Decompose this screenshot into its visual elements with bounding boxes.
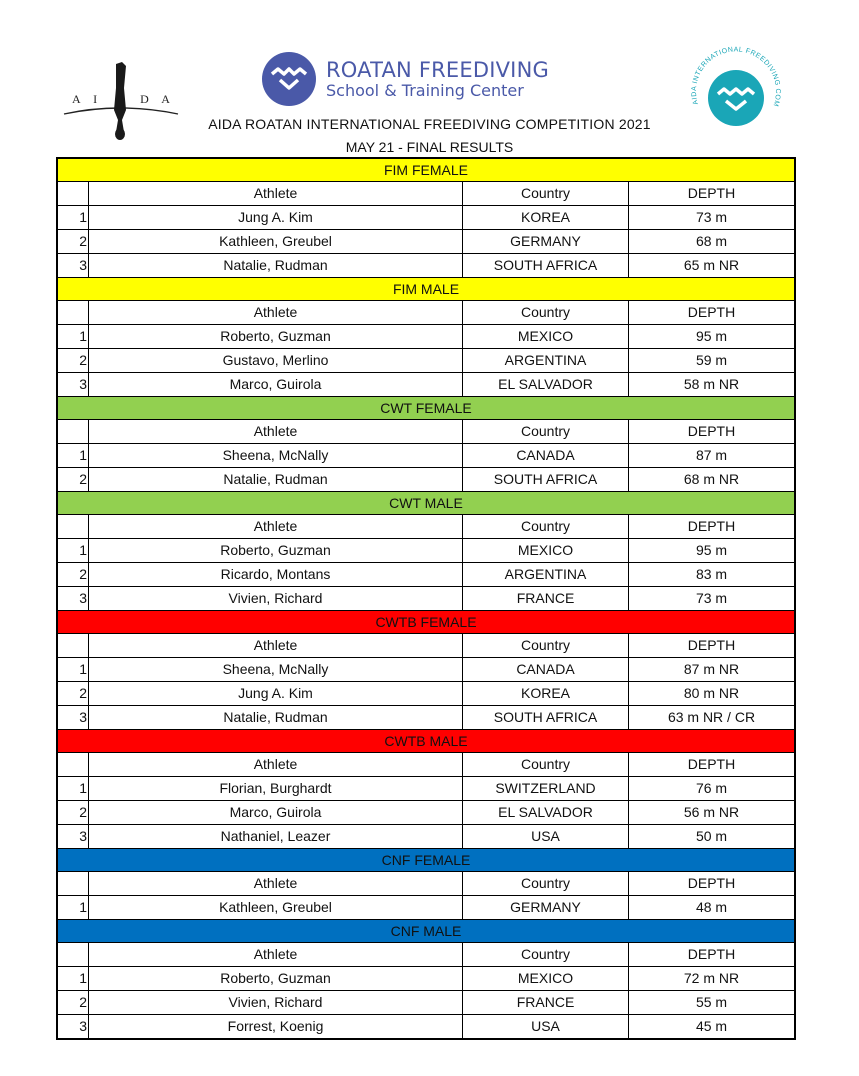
column-header-row <box>58 420 794 444</box>
depth-cell: 68 m NR <box>628 468 794 491</box>
athlete-cell: Kathleen, Greubel <box>88 896 462 919</box>
country-header: Country <box>462 515 628 538</box>
country-cell: FRANCE <box>462 991 628 1014</box>
discipline-section <box>58 920 794 1038</box>
seal-text: AIDA INTERNATIONAL FREEDIVING COM <box>690 46 782 108</box>
table-row <box>58 254 794 278</box>
table-row <box>58 325 794 349</box>
discipline-section <box>58 730 794 849</box>
discipline-section <box>58 159 794 278</box>
discipline-header: CWTB FEMALE <box>58 611 794 634</box>
depth-cell: 73 m <box>628 206 794 229</box>
athlete-cell: Sheena, McNally <box>88 658 462 681</box>
depth-header: DEPTH <box>628 301 794 324</box>
country-cell: USA <box>462 825 628 848</box>
athlete-cell: Sheena, McNally <box>88 444 462 467</box>
page-subtitle: MAY 21 - FINAL RESULTS <box>345 139 514 155</box>
rank-cell: 1 <box>79 328 87 344</box>
athlete-cell: Gustavo, Merlino <box>88 349 462 372</box>
depth-cell: 72 m NR <box>628 967 794 990</box>
rank-cell: 2 <box>79 352 87 368</box>
discipline-header: FIM FEMALE <box>58 159 794 182</box>
country-cell: GERMANY <box>462 230 628 253</box>
country-cell: FRANCE <box>462 587 628 610</box>
rank-cell: 2 <box>79 804 87 820</box>
athlete-cell: Roberto, Guzman <box>88 325 462 348</box>
rank-cell: 1 <box>79 661 87 677</box>
roatan-freediving-logo <box>262 52 549 106</box>
rank-cell: 1 <box>79 780 87 796</box>
rank-cell: 1 <box>79 542 87 558</box>
country-cell: MEXICO <box>462 539 628 562</box>
depth-cell: 83 m <box>628 563 794 586</box>
country-cell: EL SALVADOR <box>462 801 628 824</box>
depth-cell: 63 m NR / CR <box>628 706 794 729</box>
rank-cell: 3 <box>79 828 87 844</box>
rank-header <box>58 420 88 443</box>
country-cell: CANADA <box>462 444 628 467</box>
depth-cell: 76 m <box>628 777 794 800</box>
table-row <box>58 777 794 801</box>
table-row <box>58 1015 794 1038</box>
rank-cell: 3 <box>79 709 87 725</box>
depth-header: DEPTH <box>628 515 794 538</box>
depth-header: DEPTH <box>628 420 794 443</box>
column-header-row <box>58 301 794 325</box>
brand-subtitle: School & Training Center <box>326 81 524 100</box>
rank-cell: 2 <box>79 471 87 487</box>
rank-header <box>58 634 88 657</box>
rank-cell: 3 <box>79 590 87 606</box>
rank-header <box>58 301 88 324</box>
rank-cell: 1 <box>79 899 87 915</box>
table-row <box>58 563 794 587</box>
discipline-header: FIM MALE <box>58 278 794 301</box>
country-cell: SOUTH AFRICA <box>462 706 628 729</box>
depth-header: DEPTH <box>628 943 794 966</box>
table-row <box>58 206 794 230</box>
table-row <box>58 682 794 706</box>
rank-header <box>58 872 88 895</box>
country-header: Country <box>462 634 628 657</box>
table-row <box>58 587 794 611</box>
rank-cell: 1 <box>79 447 87 463</box>
table-row <box>58 373 794 397</box>
rank-header <box>58 515 88 538</box>
aida-letters: A I D A <box>72 92 172 106</box>
table-row <box>58 801 794 825</box>
rank-header <box>58 943 88 966</box>
table-row <box>58 539 794 563</box>
athlete-cell: Roberto, Guzman <box>88 539 462 562</box>
discipline-header: CNF MALE <box>58 920 794 943</box>
country-header: Country <box>462 943 628 966</box>
aida-logo <box>60 58 182 148</box>
depth-cell: 87 m <box>628 444 794 467</box>
country-cell: SOUTH AFRICA <box>462 468 628 491</box>
country-cell: CANADA <box>462 658 628 681</box>
athlete-cell: Natalie, Rudman <box>88 706 462 729</box>
rank-cell: 1 <box>79 970 87 986</box>
rank-cell: 3 <box>79 1018 87 1034</box>
athlete-header: Athlete <box>88 634 462 657</box>
rank-cell: 2 <box>79 685 87 701</box>
athlete-cell: Vivien, Richard <box>88 991 462 1014</box>
athlete-cell: Forrest, Koenig <box>88 1015 462 1038</box>
country-cell: MEXICO <box>462 325 628 348</box>
table-row <box>58 896 794 920</box>
rank-header <box>58 182 88 205</box>
rank-cell: 2 <box>79 566 87 582</box>
table-row <box>58 706 794 730</box>
depth-cell: 87 m NR <box>628 658 794 681</box>
depth-cell: 95 m <box>628 325 794 348</box>
athlete-cell: Vivien, Richard <box>88 587 462 610</box>
table-row <box>58 444 794 468</box>
depth-cell: 55 m <box>628 991 794 1014</box>
discipline-header: CWT MALE <box>58 492 794 515</box>
discipline-section <box>58 611 794 730</box>
athlete-cell: Ricardo, Montans <box>88 563 462 586</box>
country-header: Country <box>462 420 628 443</box>
athlete-cell: Natalie, Rudman <box>88 468 462 491</box>
depth-cell: 50 m <box>628 825 794 848</box>
depth-cell: 73 m <box>628 587 794 610</box>
brand-title: ROATAN FREEDIVING <box>326 58 549 82</box>
discipline-section <box>58 849 794 920</box>
rank-cell: 2 <box>79 233 87 249</box>
country-cell: MEXICO <box>462 967 628 990</box>
athlete-header: Athlete <box>88 182 462 205</box>
discipline-header: CWT FEMALE <box>58 397 794 420</box>
depth-cell: 48 m <box>628 896 794 919</box>
page-title: AIDA ROATAN INTERNATIONAL FREEDIVING COMPETITION 2021 <box>208 116 651 132</box>
country-cell: EL SALVADOR <box>462 373 628 396</box>
country-cell: USA <box>462 1015 628 1038</box>
depth-cell: 58 m NR <box>628 373 794 396</box>
results-table <box>56 157 796 1040</box>
rank-cell: 2 <box>79 994 87 1010</box>
rank-header <box>58 753 88 776</box>
country-cell: SOUTH AFRICA <box>462 254 628 277</box>
discipline-header: CNF FEMALE <box>58 849 794 872</box>
depth-cell: 56 m NR <box>628 801 794 824</box>
depth-cell: 59 m <box>628 349 794 372</box>
depth-cell: 95 m <box>628 539 794 562</box>
athlete-cell: Jung A. Kim <box>88 682 462 705</box>
column-header-row <box>58 943 794 967</box>
table-row <box>58 230 794 254</box>
athlete-cell: Florian, Burghardt <box>88 777 462 800</box>
wave-emblem-icon <box>262 52 316 106</box>
discipline-section <box>58 397 794 492</box>
country-header: Country <box>462 301 628 324</box>
column-header-row <box>58 182 794 206</box>
rank-cell: 3 <box>79 257 87 273</box>
country-header: Country <box>462 872 628 895</box>
athlete-cell: Nathaniel, Leazer <box>88 825 462 848</box>
athlete-cell: Marco, Guirola <box>88 801 462 824</box>
depth-cell: 45 m <box>628 1015 794 1038</box>
depth-header: DEPTH <box>628 634 794 657</box>
discipline-section <box>58 492 794 611</box>
column-header-row <box>58 753 794 777</box>
athlete-header: Athlete <box>88 301 462 324</box>
country-cell: ARGENTINA <box>462 563 628 586</box>
athlete-cell: Natalie, Rudman <box>88 254 462 277</box>
depth-cell: 68 m <box>628 230 794 253</box>
country-header: Country <box>462 753 628 776</box>
athlete-cell: Roberto, Guzman <box>88 967 462 990</box>
athlete-header: Athlete <box>88 753 462 776</box>
depth-header: DEPTH <box>628 753 794 776</box>
depth-header: DEPTH <box>628 182 794 205</box>
column-header-row <box>58 515 794 539</box>
athlete-cell: Jung A. Kim <box>88 206 462 229</box>
depth-header: DEPTH <box>628 872 794 895</box>
athlete-cell: Kathleen, Greubel <box>88 230 462 253</box>
table-row <box>58 468 794 492</box>
table-row <box>58 825 794 849</box>
depth-cell: 65 m NR <box>628 254 794 277</box>
table-row <box>58 991 794 1015</box>
discipline-header: CWTB MALE <box>58 730 794 753</box>
rank-cell: 3 <box>79 376 87 392</box>
country-header: Country <box>462 182 628 205</box>
discipline-section <box>58 278 794 397</box>
country-cell: ARGENTINA <box>462 349 628 372</box>
rank-cell: 1 <box>79 209 87 225</box>
athlete-header: Athlete <box>88 515 462 538</box>
country-cell: KOREA <box>462 682 628 705</box>
country-cell: SWITZERLAND <box>462 777 628 800</box>
table-row <box>58 349 794 373</box>
country-cell: KOREA <box>462 206 628 229</box>
athlete-header: Athlete <box>88 943 462 966</box>
athlete-cell: Marco, Guirola <box>88 373 462 396</box>
column-header-row <box>58 634 794 658</box>
table-row <box>58 658 794 682</box>
depth-cell: 80 m NR <box>628 682 794 705</box>
athlete-header: Athlete <box>88 872 462 895</box>
athlete-header: Athlete <box>88 420 462 443</box>
country-cell: GERMANY <box>462 896 628 919</box>
column-header-row <box>58 872 794 896</box>
table-row <box>58 967 794 991</box>
